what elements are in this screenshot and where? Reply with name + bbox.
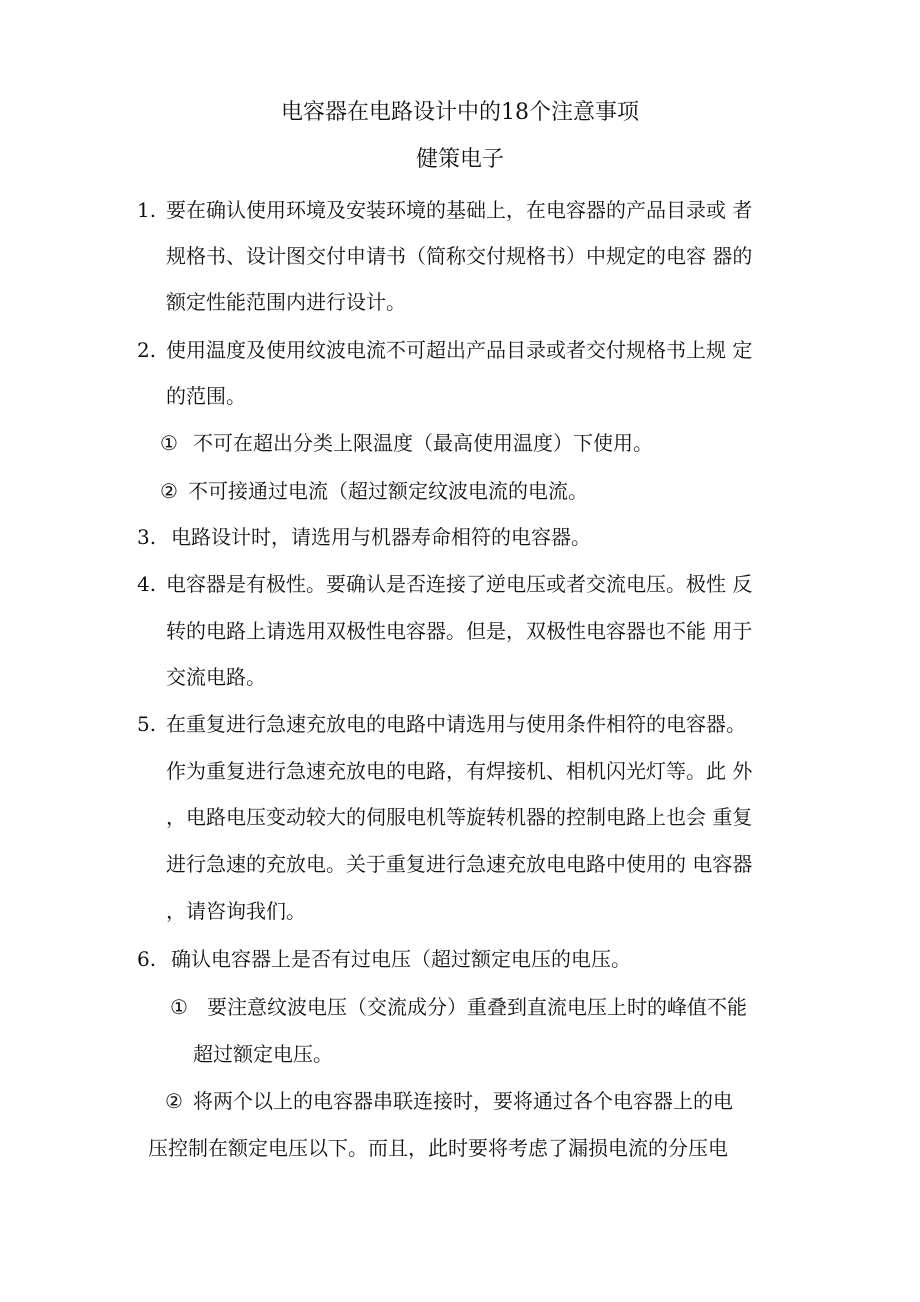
subitem-text: 不可接通过电流（超过额定纹波电流的电流。 [188, 479, 588, 503]
item-number: 3. [137, 525, 157, 549]
item-line: 电路设计时，请选用与机器寿命相符的电容器。 [171, 525, 591, 549]
item-line: 的范围。 [166, 384, 246, 408]
item-number: 2. [137, 338, 157, 362]
subitem-continuation: 超过额定电压。 [193, 1042, 333, 1066]
subitem-marker: ② [160, 479, 178, 503]
item-number: 6. [137, 947, 157, 971]
subitem-marker: ① [160, 431, 178, 455]
subitem-marker: ② [165, 1089, 183, 1113]
item-line: ，电路电压变动较大的伺服电机等旋转机器的控制电路上也会 重复 [166, 805, 753, 829]
subitem-continuation: 压控制在额定电压以下。而且，此时要将考虑了漏损电流的分压电 [148, 1136, 728, 1160]
item-number: 1. [137, 198, 157, 222]
item-line: 额定性能范围内进行设计。 [166, 290, 406, 314]
item-line: ，请咨询我们。 [166, 899, 306, 923]
subitem-text: 将两个以上的电容器串联连接时，要将通过各个电容器上的电 [193, 1089, 733, 1113]
item-number: 5. [137, 712, 157, 736]
document-title: 电容器在电路设计中的18个注意事项 [281, 100, 639, 125]
item-line: 在重复进行急速充放电的电路中请选用与使用条件相符的电容器。 [166, 712, 746, 736]
subitem-text: 要注意纹波电压（交流成分）重叠到直流电压上时的峰值不能 [207, 995, 747, 1019]
item-line: 作为重复进行急速充放电的电路，有焊接机、相机闪光灯等。此 外 [166, 759, 753, 783]
item-line: 转的电路上请选用双极性电容器。但是，双极性电容器也不能 用于 [166, 619, 753, 643]
item-line: 要在确认使用环境及安装环境的基础上，在电容器的产品目录或 者 [166, 198, 753, 222]
item-line: 电容器是有极性。要确认是否连接了逆电压或者交流电压。极性 反 [166, 572, 753, 596]
item-number: 4. [137, 572, 157, 596]
item-line: 规格书、设计图交付申请书（简称交付规格书）中规定的电容 器的 [166, 244, 753, 268]
document-subtitle: 健策电子 [415, 147, 504, 172]
item-line: 交流电路。 [166, 665, 266, 689]
subitem-marker: ① [170, 995, 188, 1019]
item-line: 使用温度及使用纹波电流不可超出产品目录或者交付规格书上规 定 [166, 338, 753, 362]
item-line: 确认电容器上是否有过电压（超过额定电压的电压。 [171, 947, 631, 971]
item-line: 进行急速的充放电。关于重复进行急速充放电电路中使用的 电容器 [166, 852, 753, 876]
subitem-text: 不可在超出分类上限温度（最高使用温度）下使用。 [193, 431, 653, 455]
